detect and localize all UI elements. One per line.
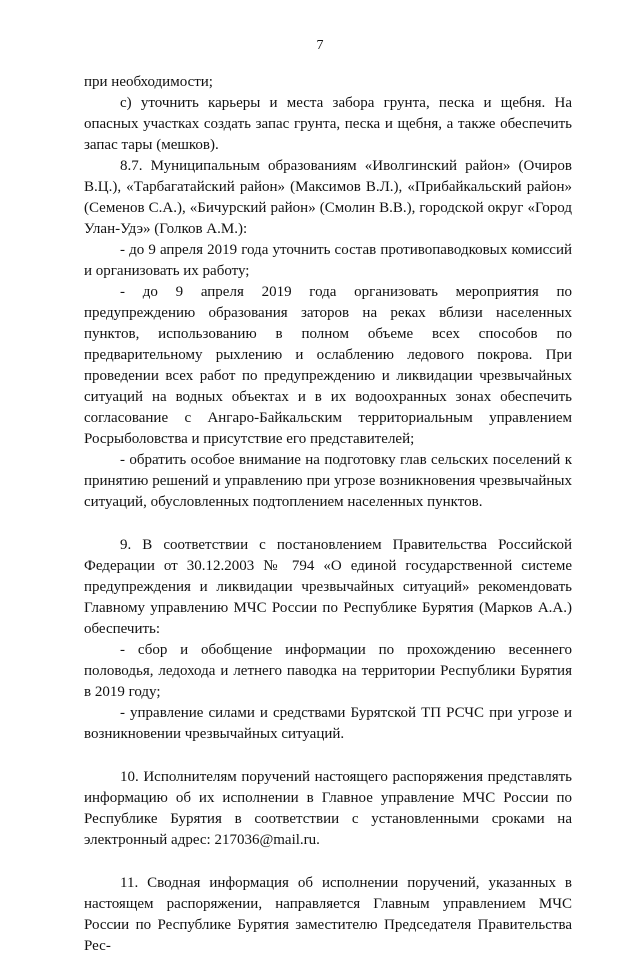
paragraph-8-7: 8.7. Муниципальным образованиям «Иволгинский район» (Очиров В.Ц.), «Тарбагатайский район» (Максимов В.Л.), «Прибайкальский район» (Семенов С.А.), «Бичурский район» (Смолин В.В.), городской округ «Город Улан-Удэ» (Голков А.М.): <box>84 158 572 237</box>
page-number: 7 <box>316 38 324 53</box>
document-body <box>84 72 572 957</box>
paragraph-11: 11. Сводная информация об исполнении поручений, указанных в настоящем распоряжении, направляется Главным управлением МЧС России по Республике Бурятия заместителю Председателя Правительства Рес- <box>84 875 572 954</box>
list-item-commissions: - до 9 апреля 2019 года уточнить состав противопаводковых комиссий и организовать их работу; <box>84 242 572 279</box>
list-item-ice-jams: - до 9 апреля 2019 года организовать мероприятия по предупреждению образования заторов на реках вблизи населенных пунктов, использованию в полном объеме всех способов по предварительному рыхлению и ослаблению ледового покрова. При проведении всех работ по предупреждению и ликвидации чрезвычайных ситуаций на водных объектах и в их водоохранных зонах обеспечить согласование с Ангаро-Байкальским территориальным управлением Росрыболовства и присутствие его представителей; <box>84 284 572 447</box>
paragraph-10: 10. Исполнителям поручений настоящего распоряжения представлять информацию об их исполнении в Главное управление МЧС России по Республике Бурятия в соответствии с установленными сроками на электронный адрес: 217036@mail.ru. <box>84 769 572 848</box>
list-item-management: - управление силами и средствами Бурятской ТП РСЧС при угрозе и возникновении чрезвычайных ситуаций. <box>84 705 572 742</box>
list-item-training: - обратить особое внимание на подготовку глав сельских поселений к принятию решений и управлению при угрозе возникновения чрезвычайных ситуаций, обусловленных подтоплением населенных пунктов. <box>84 452 572 510</box>
list-item-information: - сбор и обобщение информации по прохождению весеннего половодья, ледохода и летнего паводка на территории Республики Бурятия в 2019 году; <box>84 642 572 700</box>
paragraph-9: 9. В соответствии с постановлением Правительства Российской Федерации от 30.12.2003 № 794 «О единой государственной системе предупреждения и ликвидации чрезвычайных ситуаций» рекомендовать Главному управлению МЧС России по Республике Бурятия (Марков А.А.) обеспечить: <box>84 537 572 637</box>
paragraph-item-c: с) уточнить карьеры и места забора грунта, песка и щебня. На опасных участках создать запас грунта, песка и щебня, а также обеспечить запас тары (мешков). <box>84 95 572 153</box>
paragraph-continuation: при необходимости; <box>84 74 213 90</box>
